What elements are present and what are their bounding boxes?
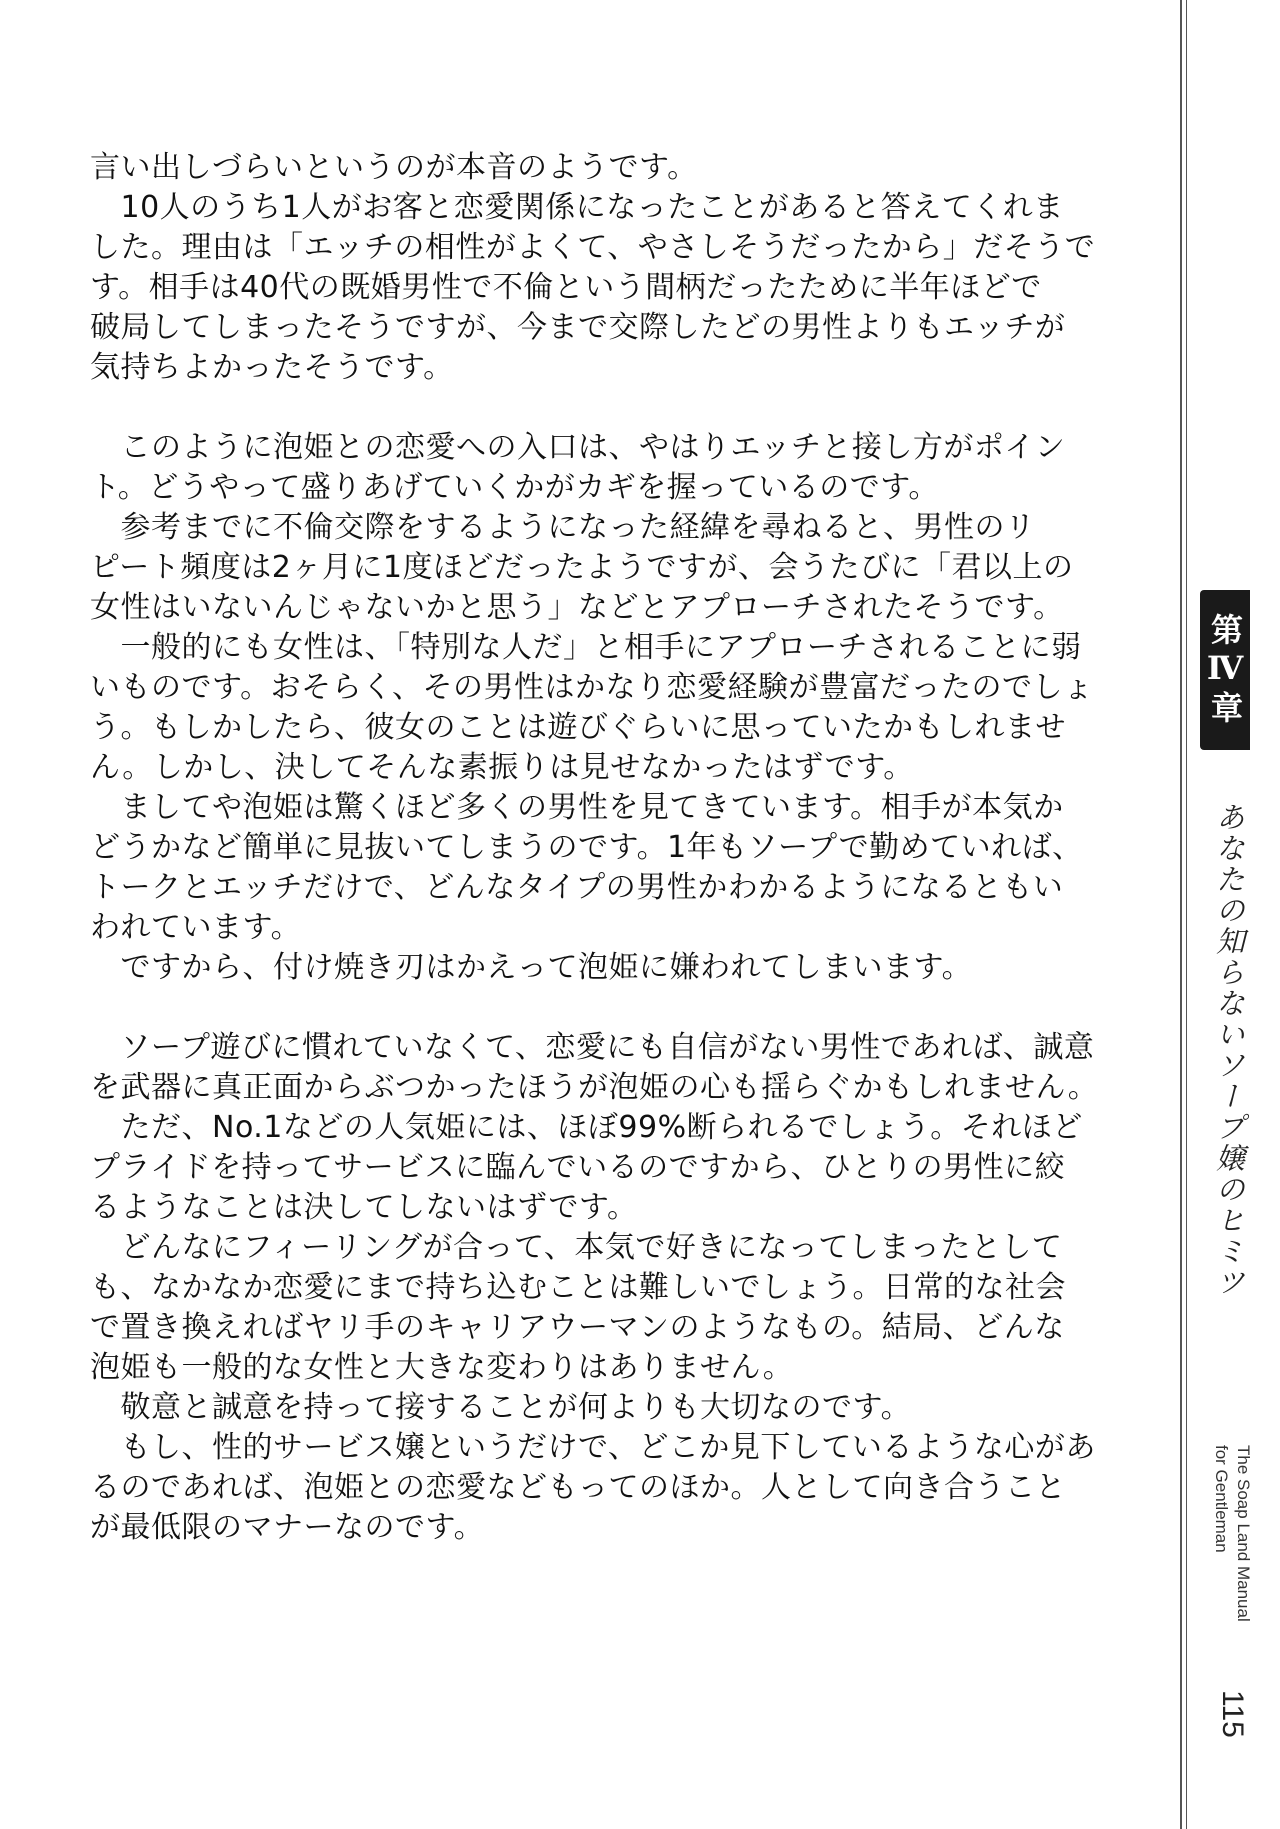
text-line: 気持ちよかったそうです。 [90, 350, 454, 385]
text-line: 女性はいないんじゃないかと思う」などとアプローチされたそうです。 [90, 590, 1064, 625]
text-line: した。理由は「エッチの相性がよくて、やさしそうだったから」だそうで [90, 230, 1096, 265]
text-line: 言い出しづらいというのが本音のようです。 [90, 150, 698, 185]
text-line: 一般的にも女性は、「特別な人だ」と相手にアプローチされることに弱 [90, 630, 1082, 665]
text-line: で置き換えればヤリ手のキャリアウーマンのようなもの。結局、どんな [90, 1310, 1065, 1345]
text-line: も、なかなか恋愛にまで持ち込むことは難しいでしょう。日常的な社会 [90, 1270, 1066, 1305]
body-text [90, 148, 1120, 1548]
text-line: う。もしかしたら、彼女のことは遊びぐらいに思っていたかもしれませ [90, 710, 1066, 745]
text-line: このように泡姫との恋愛への入口は、やはりエッチと接し方がポイン [90, 430, 1066, 465]
text-line: もし、性的サービス嬢というだけで、どこか見下しているような心があ [90, 1430, 1096, 1465]
text-line: を武器に真正面からぶつかったほうが泡姫の心も揺らぐかもしれません。 [90, 1070, 1099, 1105]
chapter-title: あなたの知らないソープ嬢のヒミツ [1212, 802, 1246, 1298]
text-line: るようなことは決してしないはずです。 [90, 1190, 638, 1225]
text-line: ソープ遊びに慣れていなくて、恋愛にも自信がない男性であれば、誠意 [90, 1030, 1095, 1065]
chapter-tab: 第Ⅳ章 [1200, 590, 1250, 750]
text-line: ましてや泡姫は驚くほど多くの男性を見てきています。相手が本気か [90, 790, 1064, 825]
series-title-line-2: for Gentleman [1212, 1445, 1231, 1553]
margin-rule-thin [1186, 0, 1187, 1829]
text-line: ただ、No.1などの人気姫には、ほぼ99%断られるでしょう。それほど [90, 1110, 1083, 1145]
text-line: 10人のうち1人がお客と恋愛関係になったことがあると答えてくれま [90, 190, 1064, 225]
text-line: 破局してしまったそうですが、今まで交際したどの男性よりもエッチが [90, 310, 1066, 345]
text-line: どんなにフィーリングが合って、本気で好きになってしまったとして [90, 1230, 1063, 1265]
text-line: るのであれば、泡姫との恋愛などもってのほか。人として向き合うこと [90, 1470, 1066, 1505]
page-number: 115 [1216, 1690, 1249, 1738]
text-line: プライドを持ってサービスに臨んでいるのですから、ひとりの男性に絞 [90, 1150, 1066, 1185]
text-line: ですから、付け焼き刃はかえって泡姫に嫌われてしまいます。 [90, 950, 973, 985]
text-line: われています。 [90, 910, 302, 945]
text-line: ん。しかし、決してそんな素振りは見せなかったはずです。 [90, 750, 914, 785]
margin-rule-thick [1180, 0, 1182, 1829]
series-title-line-1: The Soap Land Manual [1234, 1445, 1253, 1622]
series-title-en [1198, 1445, 1254, 1670]
text-line: す。相手は40代の既婚男性で不倫という間柄だったために半年ほどで [90, 270, 1042, 305]
text-line: トークとエッチだけで、どんなタイプの男性かわかるようになるともい [90, 870, 1064, 905]
text-line: 敬意と誠意を持って接することが何よりも大切なのです。 [90, 1390, 912, 1425]
text-line: どうかなど簡単に見抜いてしまうのです。1年もソープで勤めていれば、 [90, 830, 1083, 865]
text-line: ト。どうやって盛りあげていくかがカギを握っているのです。 [90, 470, 939, 505]
text-line: いものです。おそらく、その男性はかなり恋愛経験が豊富だったのでしょ [90, 670, 1094, 705]
text-line: が最低限のマナーなのです。 [90, 1510, 485, 1545]
text-line: ピート頻度は2ヶ月に1度ほどだったようですが、会うたびに「君以上の [90, 550, 1074, 585]
text-line: 泡姫も一般的な女性と大きな変わりはありません。 [90, 1350, 794, 1385]
paragraph-gap [90, 988, 1120, 1028]
text-line: 参考までに不倫交際をするようになった経緯を尋ねると、男性のリ [90, 510, 1036, 545]
paragraph-gap [90, 388, 1120, 428]
